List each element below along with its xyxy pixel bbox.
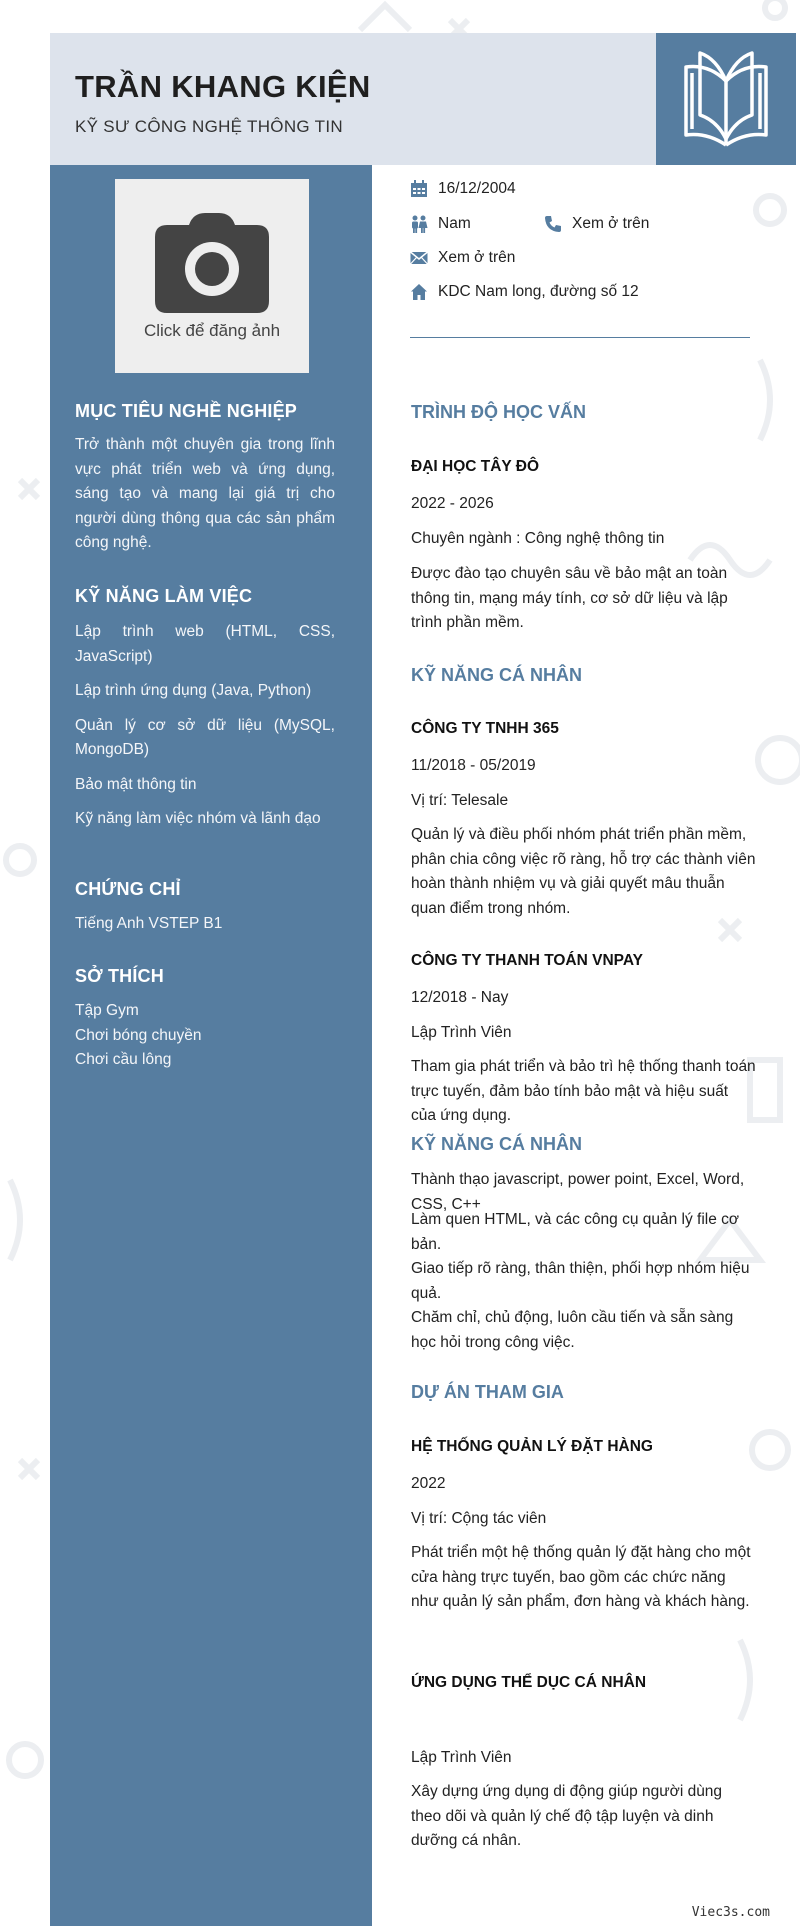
address-value: KDC Nam long, đường số 12 [438,283,639,300]
contact-divider [410,337,750,338]
personal-skill-line: Chăm chỉ, chủ động, luôn cầu tiến và sẵn sàng học hỏi trong công việc. [411,1309,734,1351]
job-desc: Quản lý và điều phối nhóm phát triển phần mềm, phân chia công việc rõ ràng, hỗ trợ các thành viên hoàn thành nhiệm vụ và giải quyết mâu thuẫn quan điểm trong nhóm. [411,826,756,917]
book-logo [656,33,796,165]
phone-icon [544,215,562,233]
project-year: 2022 [411,1475,446,1492]
certificate-section [75,879,335,947]
open-book-icon [678,49,774,149]
objective-heading: MỤC TIÊU NGHỀ NGHIỆP [75,401,298,421]
school-name: ĐẠI HỌC TÂY ĐÔ [411,458,540,475]
resume-sheet [50,33,756,1926]
job-company: CÔNG TY TNHH 365 [411,720,559,737]
education-heading: TRÌNH ĐỘ HỌC VẤN [411,402,586,422]
work-skills-heading: KỸ NĂNG LÀM VIỆC [75,586,253,606]
gender-value: Nam [438,215,471,232]
certificate-heading: CHỨNG CHỈ [75,879,181,899]
project-role: Lập Trình Viên [411,1749,512,1766]
job-company: CÔNG TY THANH TOÁN VNPAY [411,952,643,969]
work-skill-item: Lập trình web (HTML, CSS, JavaScript) [75,623,335,665]
phone-row [544,215,649,233]
home-icon [410,283,428,301]
job-position: Vị trí: Telesale [411,792,509,809]
personal-skill-line: Thành thạo javascript, power point, Excel, Word, CSS, C++ [411,1171,745,1213]
project-desc: Phát triển một hệ thống quản lý đặt hàng cho một cửa hàng trực tuyến, bao gồm các chức năng như quản lý sản phẩm, đơn hàng và khách hàng. [411,1544,751,1610]
school-period: 2022 - 2026 [411,495,494,512]
hobby-item: Chơi cầu lông [75,1051,172,1068]
work-skills-section [75,586,335,842]
objective-section [75,401,335,556]
email-row [410,249,515,267]
personal-skill-line: Giao tiếp rõ ràng, thân thiện, phối hợp nhóm hiệu quả. [411,1260,750,1302]
school-major: Chuyên ngành : Công nghệ thông tin [411,530,665,547]
work-skill-item: Bảo mật thông tin [75,775,197,793]
calendar-icon [410,180,428,198]
work-skill-item: Lập trình ứng dụng (Java, Python) [75,682,312,699]
school-desc: Được đào tạo chuyên sâu về bảo mật an toàn thông tin, mạng máy tính, cơ sở dữ liệu và lập trình phần mềm. [411,565,728,631]
project-desc: Xây dựng ứng dụng di động giúp người dùng theo dõi và quản lý chế độ tập luyện và dinh dưỡng cá nhân. [411,1783,723,1849]
objective-text: Trở thành một chuyên gia trong lĩnh vực phát triển web và ứng dụng, sáng tạo và mang lại giá trị cho người dùng thông qua các sản phẩm công nghệ. [75,436,335,551]
left-sidebar [50,165,372,1926]
project-role: Vị trí: Cộng tác viên [411,1510,547,1527]
project-name: ỨNG DỤNG THỂ DỤC CÁ NHÂN [411,1674,647,1691]
job-position: Lập Trình Viên [411,1024,512,1041]
hobby-item: Chơi bóng chuyền [75,1026,202,1044]
personal-skill-line: Làm quen HTML, và các công cụ quản lý file cơ bản. [411,1211,740,1253]
envelope-icon [410,249,428,267]
job-desc: Tham gia phát triển và bảo trì hệ thống thanh toán trực tuyến, đảm bảo tính bảo mật và hiệu suất của ứng dụng. [411,1058,756,1124]
hobby-heading: SỞ THÍCH [75,966,164,986]
certificate-item: Tiếng Anh VSTEP B1 [75,915,223,932]
personal-skills-heading: KỸ NĂNG CÁ NHÂN [411,1134,582,1154]
project-name: HỆ THỐNG QUẢN LÝ ĐẶT HÀNG [411,1438,653,1455]
gender-icon [410,215,428,233]
projects-heading: DỰ ÁN THAM GIA [411,1382,564,1402]
candidate-name: TRẦN KHANG KIỆN [75,69,371,104]
birthday-row [410,180,516,198]
job-period: 11/2018 - 05/2019 [411,757,536,774]
experience-heading: KỸ NĂNG CÁ NHÂN [411,665,582,685]
address-row [410,283,639,301]
work-skill-item: Quản lý cơ sở dữ liệu (MySQL, MongoDB) [75,716,335,758]
job-period: 12/2018 - Nay [411,989,509,1006]
hobby-item: Tập Gym [75,1002,139,1019]
resume-header [50,33,656,165]
work-skill-item: Kỹ năng làm việc nhóm và lãnh đạo [75,810,321,827]
photo-caption: Click để đăng ảnh [143,321,281,340]
email-value: Xem ở trên [438,249,516,266]
candidate-title: KỸ SƯ CÔNG NGHỆ THÔNG TIN [75,117,343,136]
camera-icon [153,211,271,315]
hobby-section [75,966,335,1073]
gender-row [410,215,471,233]
watermark: Viec3s.com [691,1905,770,1920]
phone-value: Xem ở trên [572,215,650,232]
photo-upload[interactable] [115,179,309,373]
birthday-value: 16/12/2004 [438,180,516,197]
